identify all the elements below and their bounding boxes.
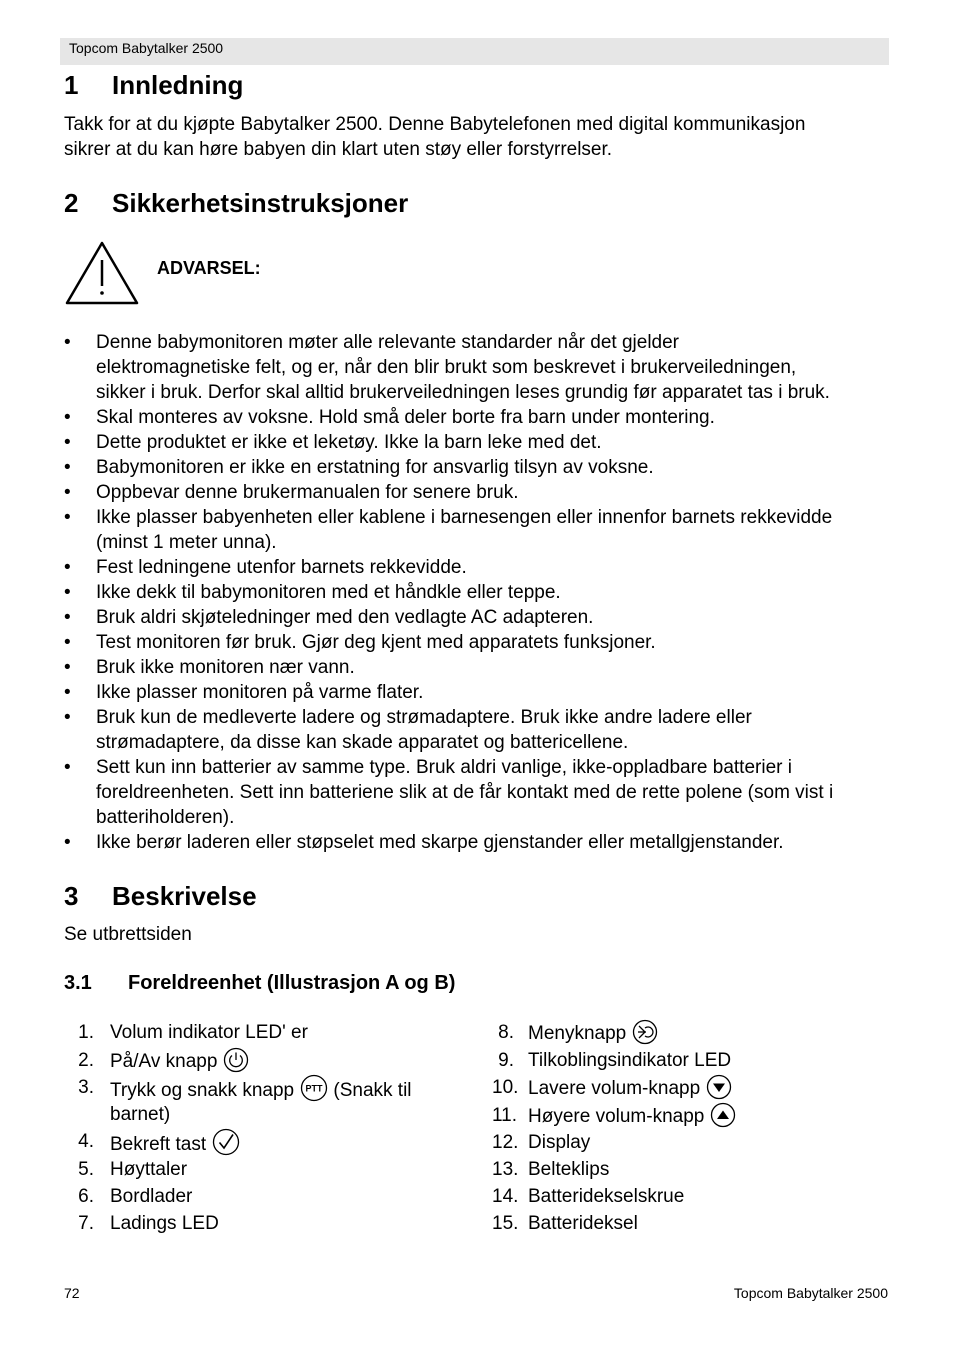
section-number: 3 xyxy=(64,881,79,911)
subsection-3-1-heading xyxy=(64,970,664,996)
list-item: 4. Bekreft tast xyxy=(64,1128,484,1156)
warning-triangle-icon xyxy=(64,240,140,306)
warning-label: ADVARSEL: xyxy=(157,258,261,278)
list-item xyxy=(64,405,894,430)
list-item: 8. Menyknapp xyxy=(492,1019,892,1047)
intro-paragraph xyxy=(64,112,894,162)
list-item xyxy=(64,705,894,755)
header-title: Topcom Babytalker 2500 xyxy=(69,40,224,56)
list-item: 9. Tilkoblingsindikator LED xyxy=(498,1050,732,1071)
bullet-marker: • xyxy=(64,457,71,478)
parts-list-right xyxy=(492,1019,892,1237)
volume-up-icon xyxy=(710,1102,736,1128)
section-title: Beskrivelse xyxy=(112,881,257,911)
list-item: 13. Belteklips xyxy=(492,1159,610,1180)
bullet-marker: • xyxy=(64,757,71,778)
ptt-icon xyxy=(300,1074,328,1102)
section-title: Sikkerhetsinstruksjoner xyxy=(112,188,409,218)
list-item: 15. Batterideksel xyxy=(492,1213,638,1234)
list-item: 11. Høyere volum-knapp xyxy=(492,1102,892,1129)
list-item: 2. På/Av knapp xyxy=(64,1047,484,1074)
list-item: 1. Volum indikator LED' er xyxy=(78,1022,308,1043)
bullet-marker: • xyxy=(64,832,71,853)
bullet-marker: • xyxy=(64,332,71,353)
list-item xyxy=(64,630,894,655)
list-item-line: Bruk aldri skjøteledninger med den vedlagte AC adapteren. xyxy=(96,607,594,628)
list-item-line: strømadaptere, da disse kan skade apparatet og battericellene. xyxy=(96,732,629,753)
list-item-line: Ikke plasser babyenheten eller kablene i barnesengen eller innenfor barnets rekkevidde xyxy=(96,507,833,528)
list-item-line: Skal monteres av voksne. Hold små deler borte fra barn under montering. xyxy=(96,407,715,428)
svg-text:PTT: PTT xyxy=(305,1083,323,1094)
section-title: Innledning xyxy=(112,70,244,100)
bullet-marker: • xyxy=(64,607,71,628)
section-3-text: Se utbrettsiden xyxy=(64,924,192,945)
list-item: 12. Display xyxy=(492,1132,591,1153)
page-number: 72 xyxy=(64,1285,80,1301)
list-item-line: Test monitoren før bruk. Gjør deg kjent med apparatets funksjoner. xyxy=(96,632,656,653)
volume-down-icon xyxy=(706,1074,732,1100)
list-item-line: Denne babymonitoren møter alle relevante standarder når det gjelder xyxy=(96,332,679,353)
subsection-title: Foreldreenhet (Illustrasjon A og B) xyxy=(128,972,456,994)
list-item-line: Bruk ikke monitoren nær vann. xyxy=(96,657,355,678)
list-item-line: sikker i bruk. Derfor skal alltid brukerveiledningen leses grundig før apparatet tas i bruk. xyxy=(96,382,830,403)
bullet-marker: • xyxy=(64,682,71,703)
menu-icon xyxy=(632,1019,658,1045)
page-header xyxy=(60,38,889,65)
parts-list-left xyxy=(64,1019,484,1237)
list-item xyxy=(64,455,894,480)
list-item xyxy=(64,480,894,505)
list-item-line: foreldreenheten. Sett inn batteriene slik at de får kontakt med de rette polene (som vist i xyxy=(96,782,834,803)
bullet-marker: • xyxy=(64,432,71,453)
list-item-line: Dette produktet er ikke et leketøy. Ikke la barn leke med det. xyxy=(96,432,602,453)
list-item-line: Bruk kun de medleverte ladere og strømadaptere. Bruk ikke andre ladere eller xyxy=(96,707,752,728)
footer-title: Topcom Babytalker 2500 xyxy=(733,1285,888,1301)
list-item: 10. Lavere volum-knapp xyxy=(492,1074,892,1102)
section-number: 1 xyxy=(64,70,79,100)
list-item xyxy=(64,430,894,455)
list-item xyxy=(64,505,894,555)
bullet-marker: • xyxy=(64,657,71,678)
list-item-line: Sett kun inn batterier av samme type. Bruk aldri vanlige, ikke-oppladbare batterier i xyxy=(96,757,792,778)
list-item xyxy=(64,755,894,830)
section-1-heading xyxy=(64,70,464,100)
list-item xyxy=(64,605,894,630)
section-3-heading xyxy=(64,881,464,911)
safety-list xyxy=(64,330,894,855)
list-item xyxy=(64,680,894,705)
list-item-line: Oppbevar denne brukermanualen for senere bruk. xyxy=(96,482,519,503)
bullet-marker: • xyxy=(64,557,71,578)
list-item: 14. Batteridekselskrue xyxy=(492,1186,685,1207)
list-item-line: Ikke berør laderen eller støpselet med skarpe gjenstander eller metallgjenstander. xyxy=(96,832,784,853)
bullet-marker: • xyxy=(64,632,71,653)
list-item-line: Ikke dekk til babymonitoren med et håndkle eller teppe. xyxy=(96,582,561,603)
section-number: 2 xyxy=(64,188,79,218)
checkmark-icon xyxy=(212,1128,240,1156)
list-item: 7. Ladings LED xyxy=(78,1213,219,1234)
intro-line: Takk for at du kjøpte Babytalker 2500. Denne Babytelefonen med digital kommunikasjon xyxy=(64,114,806,135)
list-item xyxy=(64,330,894,405)
list-item-line: batteriholderen). xyxy=(96,807,235,828)
list-item-line: elektromagnetiske felt, og er, når den blir brukt som beskrevet i brukerveiledningen, xyxy=(96,357,797,378)
list-item-line: (minst 1 meter unna). xyxy=(96,532,277,553)
list-item-line: Ikke plasser monitoren på varme flater. xyxy=(96,682,424,703)
list-item-line: Babymonitoren er ikke en erstatning for ansvarlig tilsyn av voksne. xyxy=(96,457,654,478)
list-item: 5. Høyttaler xyxy=(78,1159,188,1180)
list-item xyxy=(64,655,894,680)
bullet-marker: • xyxy=(64,582,71,603)
list-item: 6. Bordlader xyxy=(78,1186,193,1207)
list-item xyxy=(64,580,894,605)
bullet-marker: • xyxy=(64,407,71,428)
bullet-marker: • xyxy=(64,482,71,503)
list-item xyxy=(64,555,894,580)
list-item-line: Fest ledningene utenfor barnets rekkevidde. xyxy=(96,557,467,578)
bullet-marker: • xyxy=(64,707,71,728)
subsection-number: 3.1 xyxy=(64,972,92,994)
intro-line: sikrer at du kan høre babyen din klart uten støy eller forstyrrelser. xyxy=(64,139,613,160)
bullet-marker: • xyxy=(64,507,71,528)
list-item xyxy=(64,830,894,855)
power-icon xyxy=(223,1047,249,1073)
section-2-heading xyxy=(64,188,564,218)
list-item: 3. Trykk og snakk knapp PTT (Snakk til barnet) xyxy=(64,1074,484,1128)
